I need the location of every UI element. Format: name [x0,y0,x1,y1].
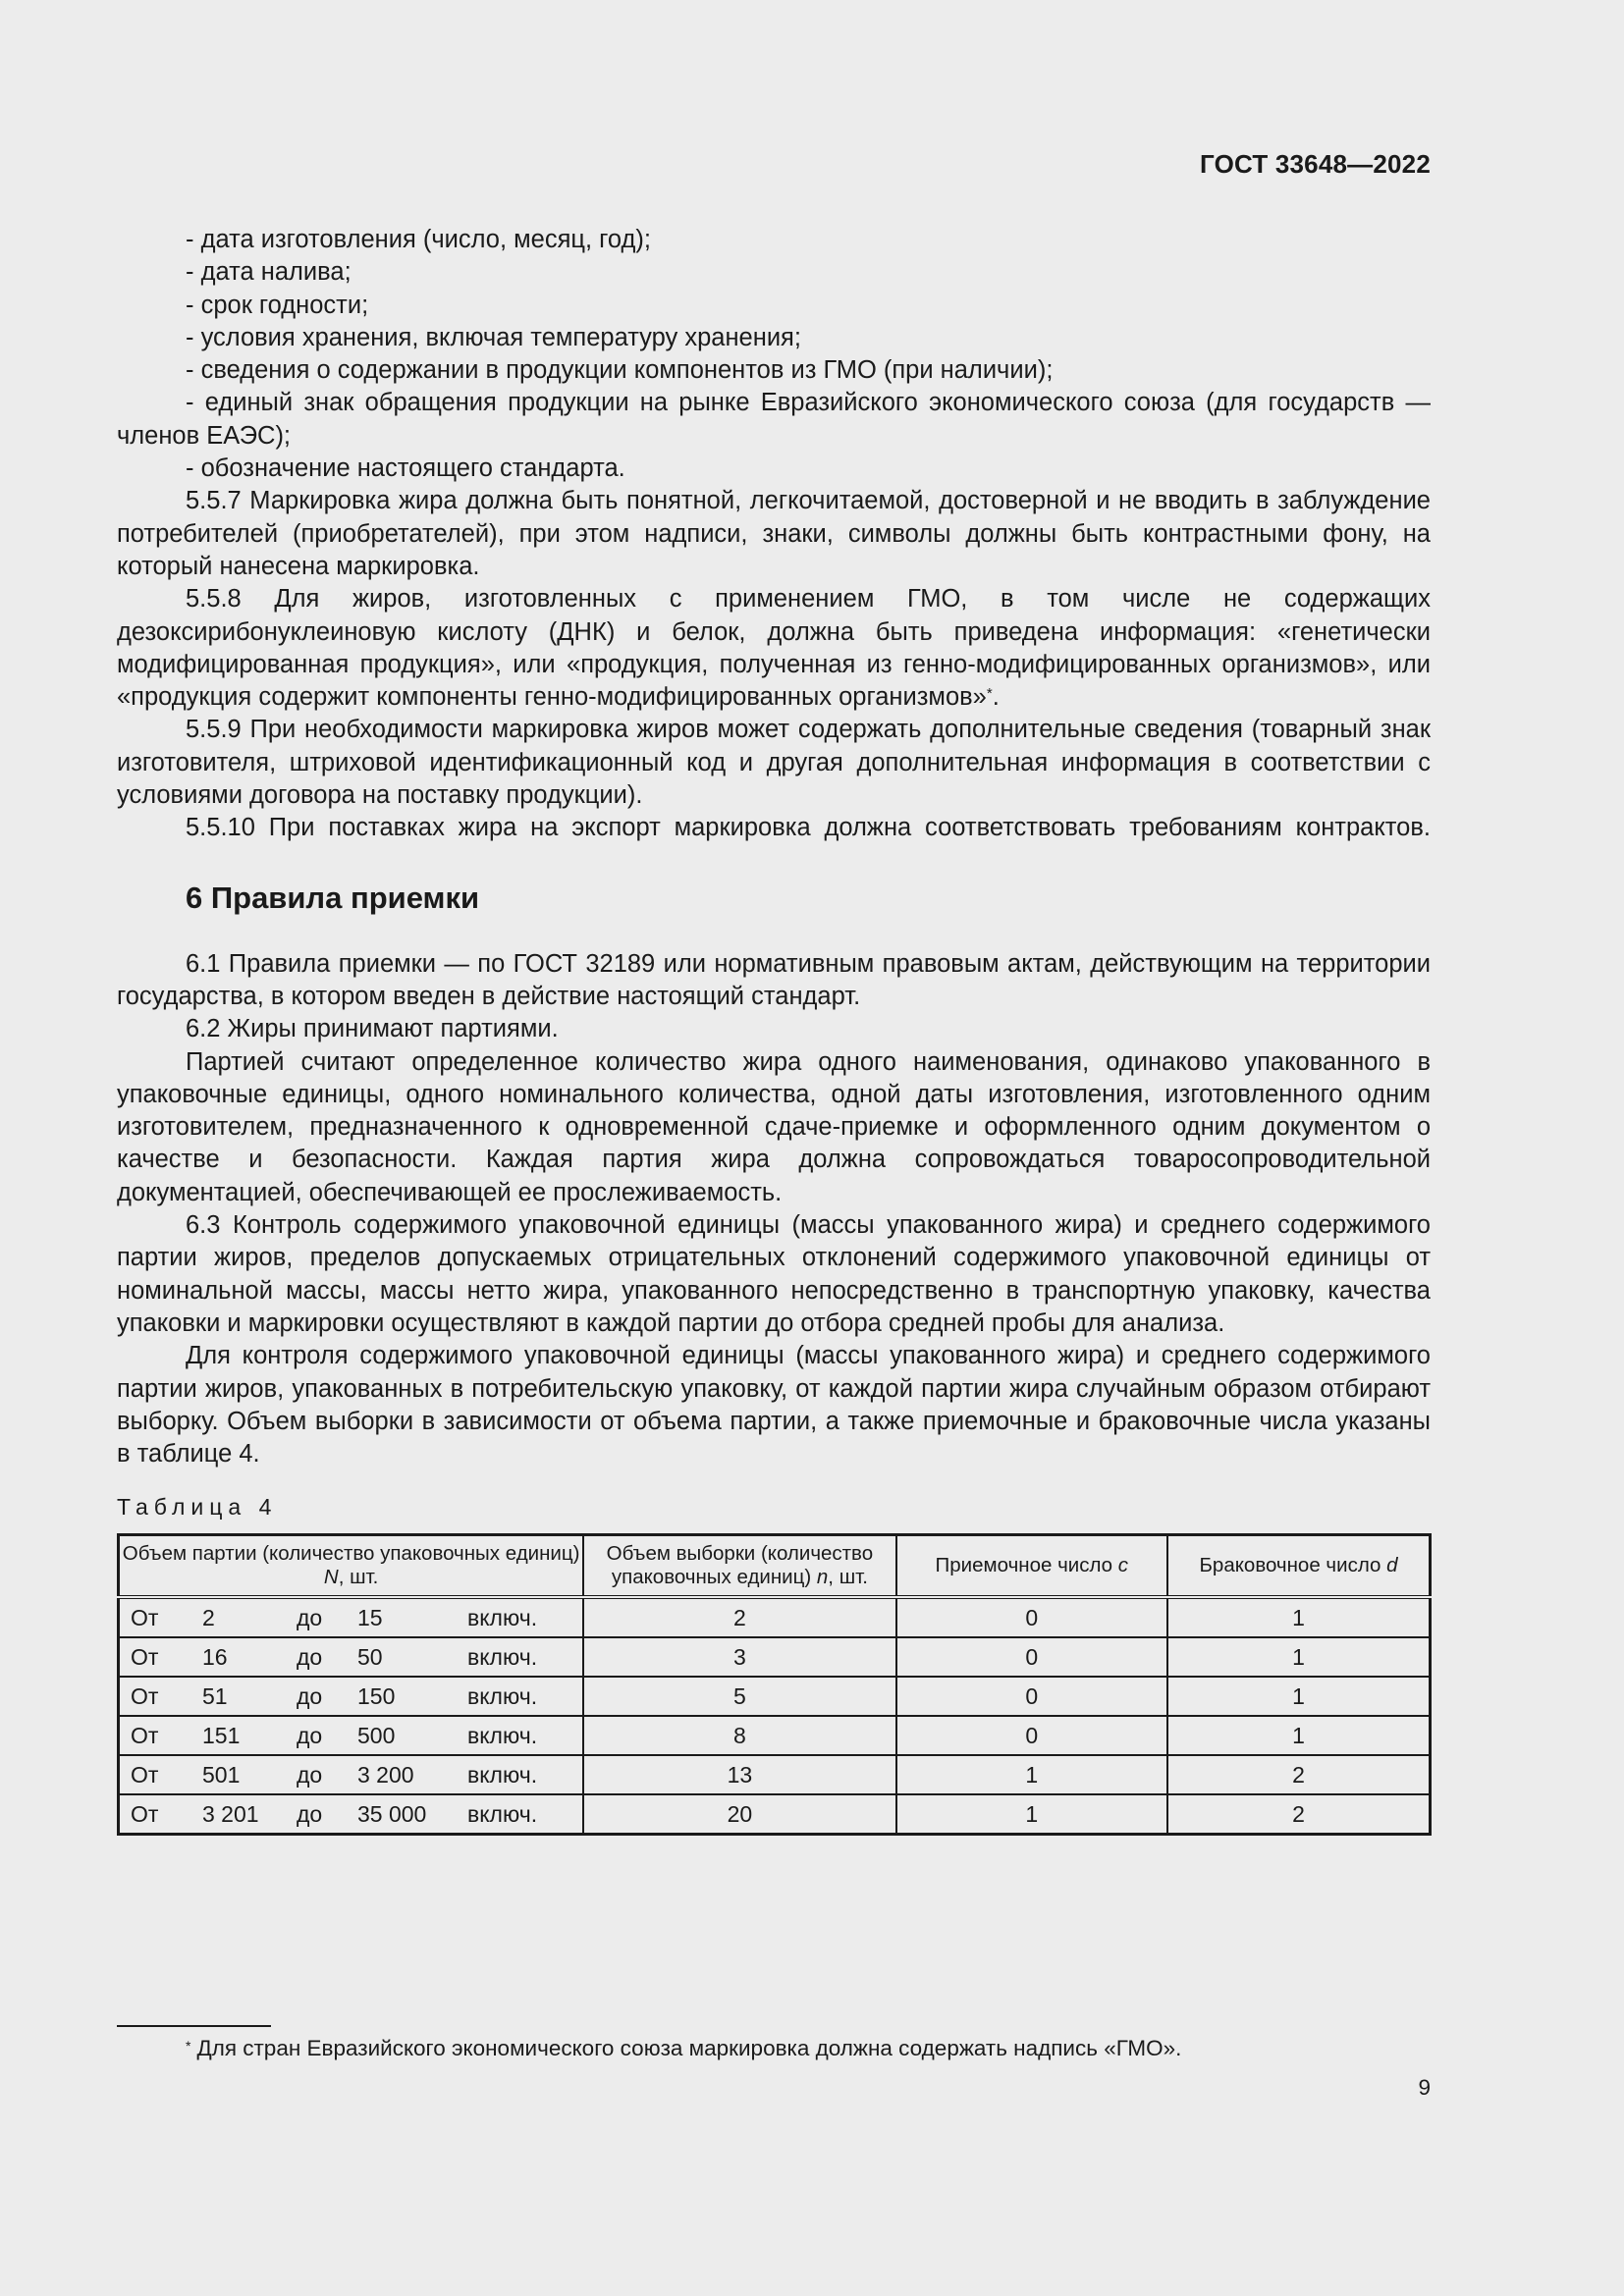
paragraph: - сведения о содержании в продукции компонентов из ГМО (при наличии); [186,356,1054,385]
paragraph: 5.5.10 При поставках жира на экспорт маркировка должна соответствовать требованиям контрактов. [186,814,1431,842]
table-row [119,1597,1431,1637]
clause-5-5-paragraphs [117,224,1431,845]
rejection-number-cell: 1 [1167,1677,1431,1716]
paragraph: 6.1 Правила приемки — по ГОСТ 32189 или нормативным правовым актам, действующим на территории государства, в котором введен в действие настоящий стандарт. [117,949,1431,1010]
table-row [119,1637,1431,1677]
sample-size-cell: 2 [583,1597,895,1637]
rejection-number-cell: 1 [1167,1597,1431,1637]
paragraph: 6.2 Жиры принимают партиями. [186,1015,559,1043]
sample-size-cell: 5 [583,1677,895,1716]
paragraph: - единый знак обращения продукции на рынке Евразийского экономического союза (для государств — членов ЕАЭС); [117,389,1431,450]
sample-size-cell: 3 [583,1637,895,1677]
section-6-title: 6 Правила приемки [186,880,480,915]
acceptance-number-cell: 0 [896,1716,1167,1755]
table-body [119,1597,1431,1835]
acceptance-number-cell: 0 [896,1597,1167,1637]
paragraph: Для контроля содержимого упаковочной единицы (массы упакованного жира) и среднего содержимого партии жиров, упакованных в потребительскую упаковку, от каждой партии жира случайным образом отбирают выборку. Объем выборки в зависимости от объема партии, а также приемочные и браковочные числа указаны в таблице 4. [117,1342,1431,1468]
page-number: 9 [1418,2075,1431,2100]
rejection-number-cell: 2 [1167,1755,1431,1794]
header-acceptance-number: Приемочное число c [896,1535,1167,1598]
sample-size-cell: 20 [583,1794,895,1835]
rejection-number-cell: 1 [1167,1716,1431,1755]
sample-size-cell: 8 [583,1716,895,1755]
lot-size-range: От 16 до 50 включ. [119,1637,584,1677]
acceptance-number-cell: 1 [896,1794,1167,1835]
table-row [119,1755,1431,1794]
table-row [119,1716,1431,1755]
lot-size-range: От 3 201 до 35 000 включ. [119,1794,584,1835]
header-rejection-number: Браковочное число d [1167,1535,1431,1598]
footnote-separator [117,2025,271,2027]
header-sample-size: Объем выборки (количество упаковочных единиц) n, шт. [583,1535,895,1598]
paragraph: - обозначение настоящего стандарта. [186,454,625,483]
footnote-mark: * [186,2038,191,2054]
footnote [186,2034,1181,2063]
rejection-number-cell: 1 [1167,1637,1431,1677]
paragraph: 5.5.7 Маркировка жира должна быть понятной, легкочитаемой, достоверной и не вводить в заблуждение потребителей (приобретателей), при этом надписи, знаки, символы должны быть контрастными фону, на который нанесена маркировка. [117,487,1431,580]
acceptance-number-cell: 1 [896,1755,1167,1794]
paragraph: 5.5.8 Для жиров, изготовленных с применением ГМО, в том числе не содержащих дезоксирибонуклеиновую кислоту (ДНК) и белок, должна быть приведена информация: «генетически модифицированная продукция», или «продукция, полученная из генно-модифицированных организмов», или «продукция содержит компоненты генно-модифицированных организмов»*. [117,585,1431,712]
paragraph: 5.5.9 При необходимости маркировка жиров может содержать дополнительные сведения (товарный знак изготовителя, штриховой идентификационный код и другая дополнительная информация в соответствии с условиями договора на поставку продукции). [117,716,1431,810]
table-row [119,1794,1431,1835]
table-row [119,1677,1431,1716]
section-6-paragraphs [117,948,1431,1471]
footnote-text: Для стран Евразийского экономического союза маркировка должна содержать надпись «ГМО». [196,2036,1182,2060]
table-caption: Таблица 4 [117,1494,278,1521]
paragraph: - условия хранения, включая температуру хранения; [186,323,801,351]
lot-size-range: От 151 до 500 включ. [119,1716,584,1755]
acceptance-number-cell: 0 [896,1637,1167,1677]
lot-size-range: От 51 до 150 включ. [119,1677,584,1716]
lot-size-range: От 2 до 15 включ. [119,1597,584,1637]
paragraph: - срок годности; [186,291,369,319]
standard-designation: ГОСТ 33648—2022 [1200,149,1431,179]
sample-size-cell: 13 [583,1755,895,1794]
lot-size-range: От 501 до 3 200 включ. [119,1755,584,1794]
acceptance-number-cell: 0 [896,1677,1167,1716]
header-lot-size: Объем партии (количество упаковочных единиц) N, шт. [119,1535,584,1598]
paragraph: - дата налива; [186,258,352,287]
paragraph: - дата изготовления (число, месяц, год); [186,226,652,253]
footnote-reference: * [986,685,993,703]
table-header-row [119,1535,1431,1598]
rejection-number-cell: 2 [1167,1794,1431,1835]
paragraph: 6.3 Контроль содержимого упаковочной единицы (массы упакованного жира) и среднего содержимого партии жиров, пределов допускаемых отрицательных отклонений содержимого упаковочной единицы от номинальной массы, массы нетто жира, упакованного непосредственно в транспортную упаковку, качества упаковки и маркировки осуществляют в каждой партии до отбора средней пробы для анализа. [117,1211,1431,1337]
paragraph: Партией считают определенное количество жира одного наименования, одинаково упакованного в упаковочные единицы, одного номинального количества, одной даты изготовления, изготовленного одним изготовителем, предназначенного к одновременной сдаче-приемке и оформленного одним документом о качестве и безопасности. Каждая партия жира должна сопровождаться товаросопроводительной документацией, обеспечивающей ее прослеживаемость. [117,1047,1431,1206]
sampling-table [117,1533,1432,1836]
page-body [117,224,1431,1836]
